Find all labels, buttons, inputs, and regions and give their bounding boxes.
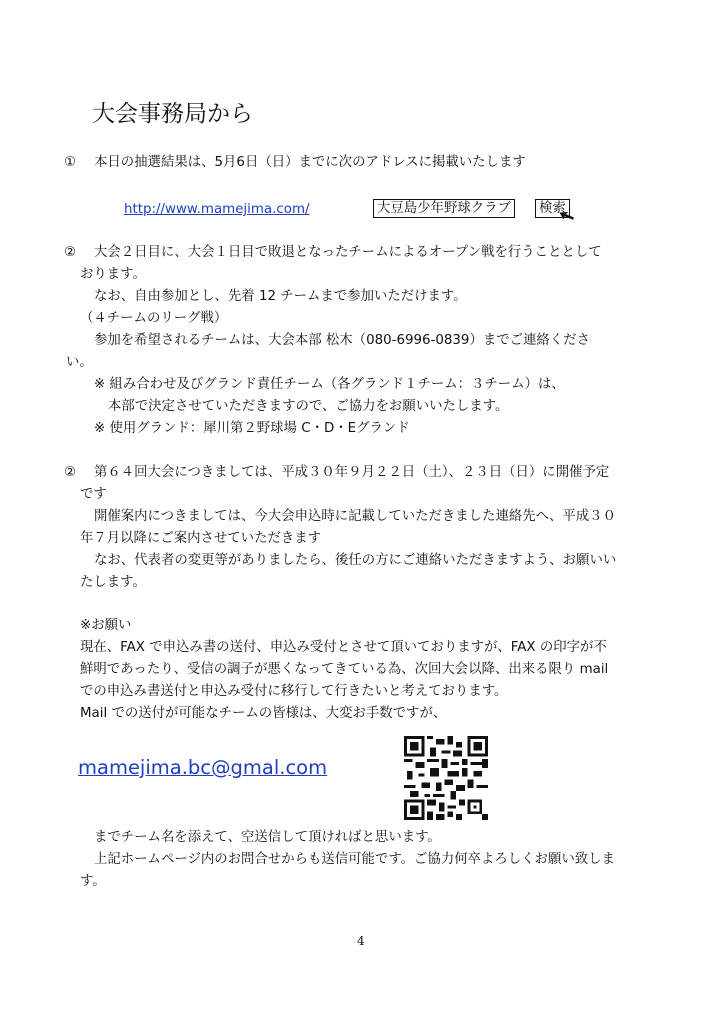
section1-number: ① <box>64 155 77 170</box>
section3-line: 開催案内につきましては、今大会申込時に記載していただきました連絡先へ、平成３０ <box>94 509 616 524</box>
search-term-box: 大豆島少年野球クラブ <box>373 199 515 218</box>
page-title: 大会事務局から <box>92 101 253 127</box>
section2-number: ② <box>64 245 77 260</box>
website-link[interactable]: http://www.mamejima.com/ <box>124 202 310 217</box>
section2-line: なお、自由参加とし、先着 12 チームまで参加いただけます。 <box>94 289 467 304</box>
section2-line: い。 <box>66 355 93 370</box>
request-closing: す。 <box>80 874 106 889</box>
section2-line: 参加を希望されるチームは、大会本部 松木（080-6996-0839）までご連絡くださ <box>94 333 590 348</box>
section3-line: なお、代表者の変更等がありましたら、後任の方にご連絡いただきますよう、お願いい <box>94 553 617 568</box>
request-closing: 上記ホームページ内のお問合せからも送信可能です。ご協力何卒よろしくお願い致しま <box>94 852 615 867</box>
contact-email-link[interactable]: mamejima.bc@gmal.com <box>78 756 328 779</box>
section3-line: 第６４回大会につきましては、平成３０年９月２２日（土）、２３日（日）に開催予定 <box>94 465 610 480</box>
request-line: Mail での送付が可能なチームの皆様は、大変お手数ですが、 <box>80 706 447 721</box>
search-button: 検索 <box>535 199 570 218</box>
section3-number: ② <box>64 465 77 480</box>
request-line: での申込み書送付と申込み受付に移行して行きたいと考えております。 <box>80 684 508 699</box>
section3-line: です <box>80 487 107 502</box>
section2-note: 本部で決定させていただきますので、ご協力をお願いいたします。 <box>108 399 509 414</box>
section2-note: ※ 使用グランド：犀川第２野球場 C・D・Eグランド <box>94 421 410 436</box>
section3-line: たします。 <box>80 575 146 590</box>
qr-code-icon <box>404 736 488 820</box>
section3-line: 年７月以降にご案内させていただきます <box>80 531 322 546</box>
section2-note: ※ 組み合わせ及びグランド責任チーム（各グランド１チーム：３チーム）は、 <box>94 377 565 392</box>
cursor-arrow-icon <box>560 209 576 227</box>
request-heading: ※お願い <box>80 618 132 633</box>
request-line: 鮮明であったり、受信の調子が悪くなってきている為、次回大会以降、出来る限り mail <box>80 662 609 677</box>
request-closing: までチーム名を添えて、空送信して頂ければと思います。 <box>94 830 441 845</box>
request-line: 現在、FAX で申込み書の送付、申込み受付とさせて頂いておりますが、FAX の印字が不 <box>80 640 607 655</box>
section1-text: 本日の抽選結果は、5月6日（日）までに次のアドレスに掲載いたします <box>94 155 526 170</box>
section2-line: 大会２日目に、大会１日目で敗退となったチームによるオープン戦を行うこととして <box>94 245 602 260</box>
page-number: 4 <box>357 934 365 948</box>
section2-line: （４チームのリーグ戦） <box>80 311 228 326</box>
section2-line: おります。 <box>80 267 146 282</box>
